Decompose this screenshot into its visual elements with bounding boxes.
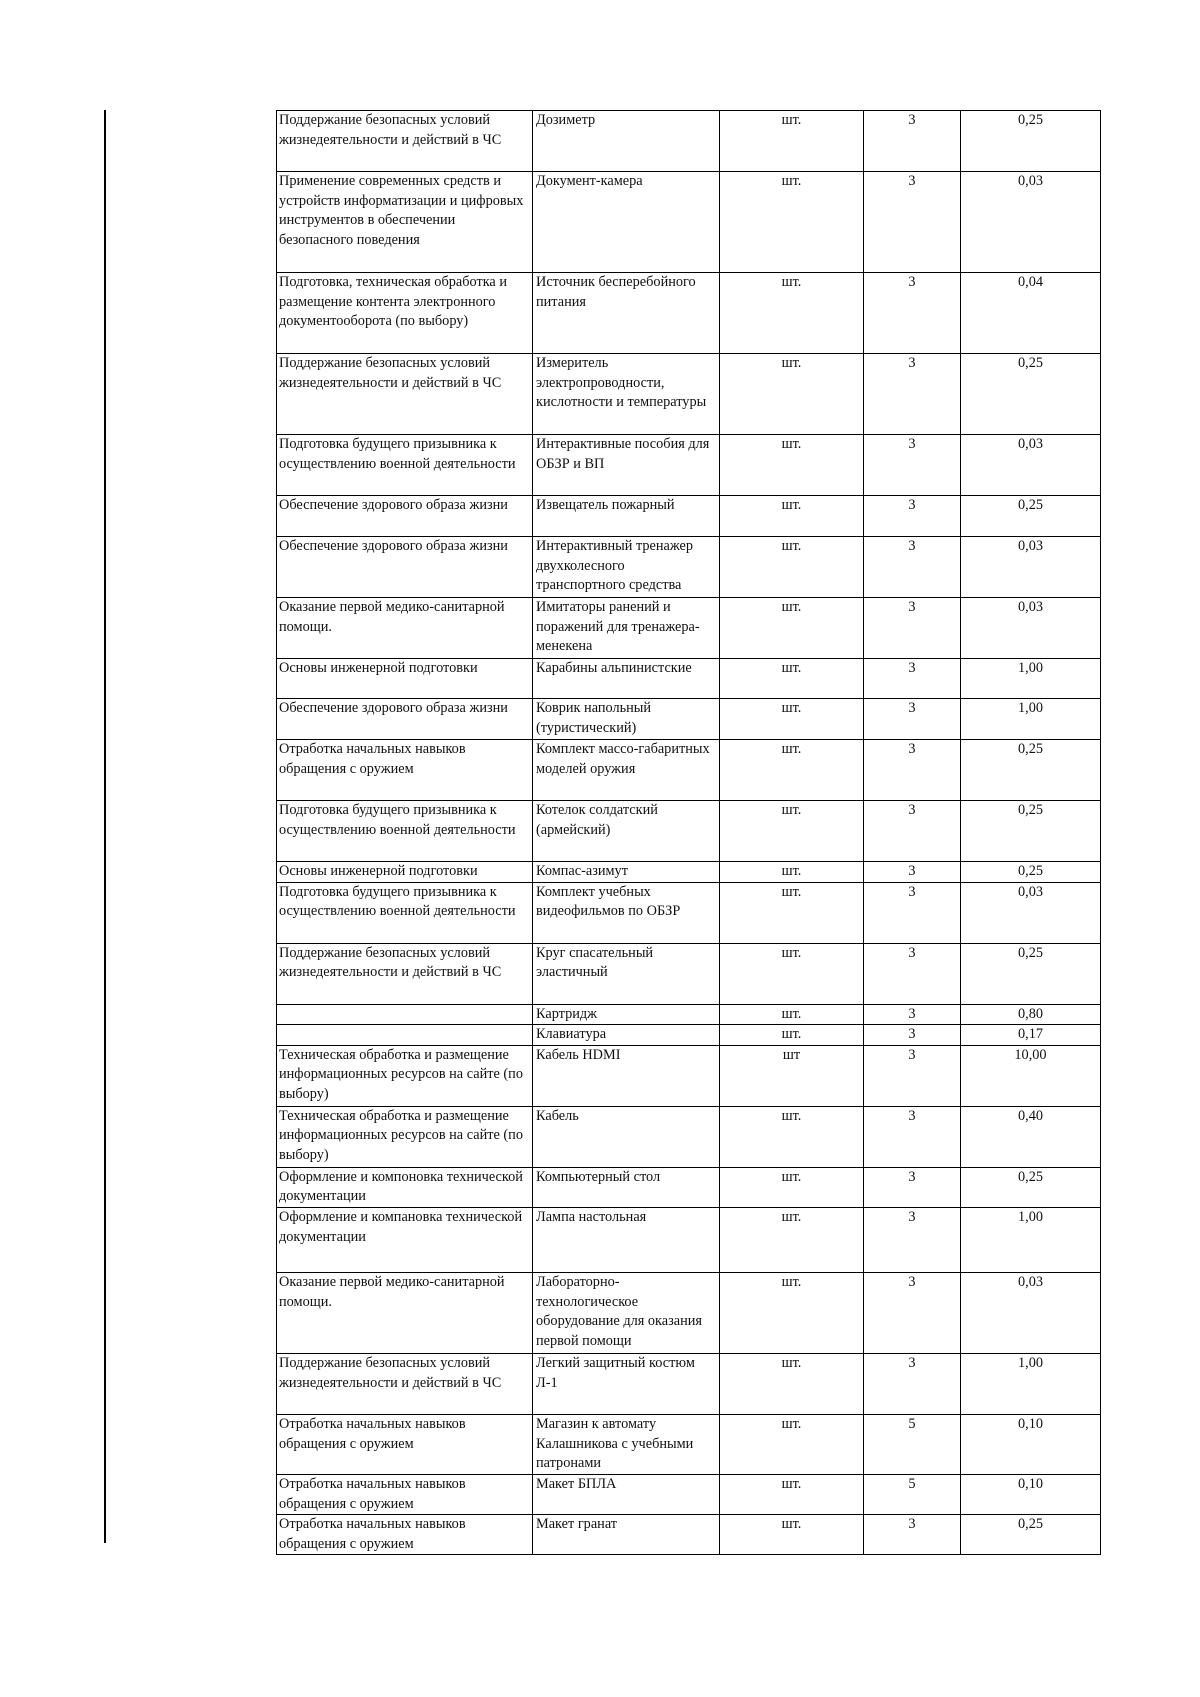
unit-cell: шт. [720,1004,864,1025]
activity-cell [277,1004,533,1025]
coef-cell: 0,25 [961,943,1101,1004]
unit-cell: шт. [720,111,864,172]
table-row [277,882,1101,943]
table-row [277,598,1101,659]
qty-cell: 3 [864,1207,961,1272]
item-cell: Интерактивный тренажер двухколесного транспортного средства [533,537,720,598]
unit-cell: шт. [720,1207,864,1272]
coef-cell: 0,40 [961,1106,1101,1167]
activity-cell: Основы инженерной подготовки [277,659,533,699]
item-cell: Дозиметр [533,111,720,172]
qty-cell: 3 [864,740,961,801]
qty-cell: 3 [864,1515,961,1555]
activity-cell: Поддержание безопасных условий жизнедеятельности и действий в ЧС [277,943,533,1004]
unit-cell: шт. [720,1353,864,1414]
item-cell: Комплект учебных видеофильмов по ОБЗР [533,882,720,943]
qty-cell: 5 [864,1414,961,1474]
table-row [277,659,1101,699]
unit-cell: шт. [720,740,864,801]
coef-cell: 0,25 [961,496,1101,537]
table-row [277,1353,1101,1414]
item-cell: Кабель HDMI [533,1045,720,1106]
table-row [277,943,1101,1004]
item-cell: Документ-камера [533,172,720,273]
coef-cell: 0,10 [961,1474,1101,1514]
coef-cell: 1,00 [961,659,1101,699]
activity-cell: Поддержание безопасных условий жизнедеятельности и действий в ЧС [277,1353,533,1414]
qty-cell: 3 [864,1025,961,1046]
qty-cell: 3 [864,435,961,496]
unit-cell: шт. [720,801,864,862]
item-cell: Измеритель электропроводности, кислотности и температуры [533,354,720,435]
qty-cell: 3 [864,496,961,537]
coef-cell: 0,25 [961,740,1101,801]
coef-cell: 0,25 [961,801,1101,862]
qty-cell: 3 [864,111,961,172]
activity-cell: Подготовка будущего призывника к осуществлению военной деятельности [277,882,533,943]
qty-cell: 3 [864,1272,961,1353]
table-row [277,354,1101,435]
item-cell: Интерактивные пособия для ОБЗР и ВП [533,435,720,496]
unit-cell: шт. [720,943,864,1004]
activity-cell: Подготовка будущего призывника к осуществлению военной деятельности [277,801,533,862]
item-cell: Легкий защитный костюм Л-1 [533,1353,720,1414]
qty-cell: 3 [864,172,961,273]
item-cell: Комплект массо-габаритных моделей оружия [533,740,720,801]
coef-cell: 0,25 [961,862,1101,883]
table-row [277,699,1101,740]
qty-cell: 5 [864,1474,961,1514]
unit-cell: шт. [720,496,864,537]
coef-cell: 0,17 [961,1025,1101,1046]
activity-cell: Отработка начальных навыков обращения с оружием [277,1474,533,1514]
qty-cell: 3 [864,1167,961,1207]
qty-cell: 3 [864,598,961,659]
item-cell: Круг спасательный эластичный [533,943,720,1004]
activity-cell: Техническая обработка и размещение информационных ресурсов на сайте (по выбору) [277,1045,533,1106]
item-cell: Лампа настольная [533,1207,720,1272]
table-row [277,1474,1101,1514]
unit-cell: шт. [720,598,864,659]
coef-cell: 0,25 [961,354,1101,435]
unit-cell: шт. [720,1167,864,1207]
qty-cell: 3 [864,1106,961,1167]
activity-cell: Подготовка будущего призывника к осуществлению военной деятельности [277,435,533,496]
unit-cell: шт. [720,699,864,740]
item-cell: Извещатель пожарный [533,496,720,537]
item-cell: Макет БПЛА [533,1474,720,1514]
table-row [277,1025,1101,1046]
unit-cell: шт. [720,354,864,435]
coef-cell: 1,00 [961,699,1101,740]
table-row [277,537,1101,598]
qty-cell: 3 [864,659,961,699]
activity-cell: Подготовка, техническая обработка и размещение контента электронного документооборота (по выбору) [277,273,533,354]
unit-cell: шт. [720,1474,864,1514]
table-row [277,496,1101,537]
qty-cell: 3 [864,273,961,354]
item-cell: Картридж [533,1004,720,1025]
item-cell: Клавиатура [533,1025,720,1046]
table-row [277,1004,1101,1025]
qty-cell: 3 [864,537,961,598]
activity-cell: Оформление и компоновка технической документации [277,1167,533,1207]
unit-cell: шт. [720,1025,864,1046]
activity-cell: Обеспечение здорового образа жизни [277,496,533,537]
qty-cell: 3 [864,1045,961,1106]
unit-cell: шт. [720,882,864,943]
coef-cell: 0,03 [961,598,1101,659]
coef-cell: 0,80 [961,1004,1101,1025]
unit-cell: шт. [720,273,864,354]
unit-cell: шт. [720,1515,864,1555]
unit-cell: шт. [720,435,864,496]
equipment-table [276,110,1101,1555]
coef-cell: 0,10 [961,1414,1101,1474]
unit-cell: шт. [720,862,864,883]
qty-cell: 3 [864,699,961,740]
coef-cell: 0,25 [961,111,1101,172]
item-cell: Макет гранат [533,1515,720,1555]
activity-cell: Обеспечение здорового образа жизни [277,699,533,740]
coef-cell: 0,04 [961,273,1101,354]
table-row [277,172,1101,273]
activity-cell: Отработка начальных навыков обращения с оружием [277,1515,533,1555]
coef-cell: 0,03 [961,1272,1101,1353]
table-row [277,740,1101,801]
table-row [277,435,1101,496]
unit-cell: шт [720,1045,864,1106]
activity-cell: Применение современных средств и устройств информатизации и цифровых инструментов в обеспечении безопасного поведения [277,172,533,273]
coef-cell: 0,03 [961,882,1101,943]
activity-cell: Оформление и компановка технической документации [277,1207,533,1272]
item-cell: Карабины альпинистские [533,659,720,699]
table-row [277,1272,1101,1353]
left-margin-line [104,110,106,1543]
table-row [277,273,1101,354]
item-cell: Коврик напольный (туристический) [533,699,720,740]
activity-cell: Оказание первой медико-санитарной помощи. [277,1272,533,1353]
activity-cell: Основы инженерной подготовки [277,862,533,883]
coef-cell: 0,03 [961,172,1101,273]
unit-cell: шт. [720,1414,864,1474]
unit-cell: шт. [720,1106,864,1167]
item-cell: Магазин к автомату Калашникова с учебными патронами [533,1414,720,1474]
item-cell: Котелок солдатский (армейский) [533,801,720,862]
item-cell: Компас-азимут [533,862,720,883]
table-row [277,1515,1101,1555]
activity-cell: Поддержание безопасных условий жизнедеятельности и действий в ЧС [277,354,533,435]
activity-cell: Отработка начальных навыков обращения с оружием [277,740,533,801]
coef-cell: 1,00 [961,1207,1101,1272]
coef-cell: 0,25 [961,1515,1101,1555]
unit-cell: шт. [720,537,864,598]
qty-cell: 3 [864,801,961,862]
activity-cell: Обеспечение здорового образа жизни [277,537,533,598]
activity-cell: Отработка начальных навыков обращения с оружием [277,1414,533,1474]
activity-cell [277,1025,533,1046]
table-row [277,1167,1101,1207]
unit-cell: шт. [720,1272,864,1353]
qty-cell: 3 [864,862,961,883]
qty-cell: 3 [864,354,961,435]
coef-cell: 0,03 [961,537,1101,598]
unit-cell: шт. [720,659,864,699]
activity-cell: Оказание первой медико-санитарной помощи. [277,598,533,659]
coef-cell: 0,25 [961,1167,1101,1207]
qty-cell: 3 [864,943,961,1004]
item-cell: Компьютерный стол [533,1167,720,1207]
table-row [277,1106,1101,1167]
table-row [277,1045,1101,1106]
item-cell: Источник бесперебойного питания [533,273,720,354]
table-row [277,1207,1101,1272]
table-row [277,111,1101,172]
table-row [277,1414,1101,1474]
coef-cell: 1,00 [961,1353,1101,1414]
coef-cell: 10,00 [961,1045,1101,1106]
item-cell: Имитаторы ранений и поражений для тренажера-менекена [533,598,720,659]
qty-cell: 3 [864,1004,961,1025]
unit-cell: шт. [720,172,864,273]
activity-cell: Техническая обработка и размещение информационных ресурсов на сайте (по выбору) [277,1106,533,1167]
item-cell: Лабораторно-технологическое оборудование для оказания первой помощи [533,1272,720,1353]
item-cell: Кабель [533,1106,720,1167]
qty-cell: 3 [864,1353,961,1414]
coef-cell: 0,03 [961,435,1101,496]
activity-cell: Поддержание безопасных условий жизнедеятельности и действий в ЧС [277,111,533,172]
table-row [277,801,1101,862]
table-row [277,862,1101,883]
qty-cell: 3 [864,882,961,943]
